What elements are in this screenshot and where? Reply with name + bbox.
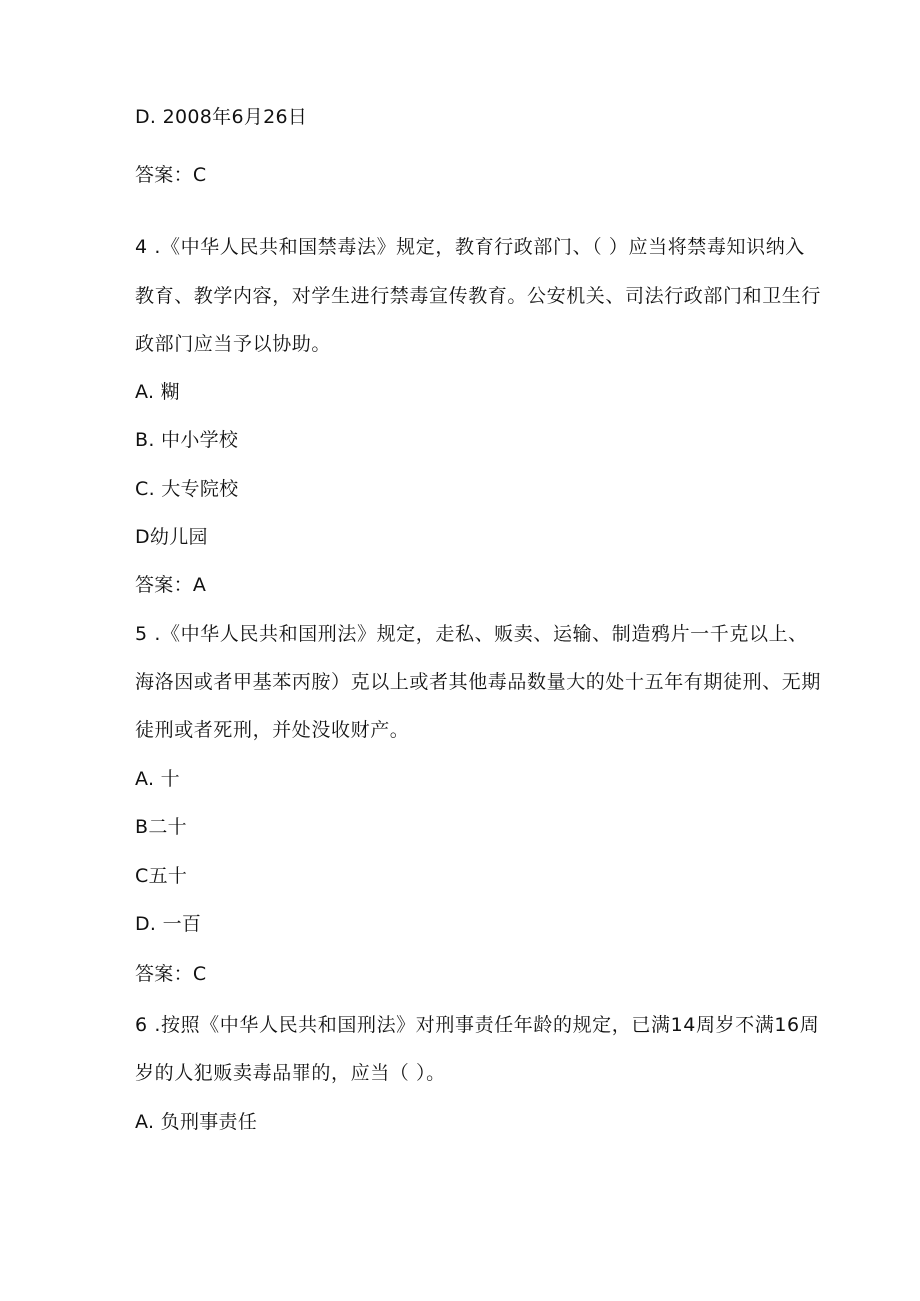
- option-b-q5: B二十: [135, 816, 187, 838]
- option-c-q4: C. 大专院校: [135, 478, 239, 500]
- question-4-line-3: 政部门应当予以协助。: [135, 333, 332, 355]
- question-4-line-1: 4 .《中华人民共和国禁毒法》规定，教育行政部门、（ ）应当将禁毒知识纳入: [135, 236, 805, 258]
- question-6-line-2: 岁的人犯贩卖毒品罪的，应当（ ）。: [135, 1062, 446, 1084]
- option-b-q4: B. 中小学校: [135, 429, 239, 451]
- question-4-line-2: 教育、教学内容，对学生进行禁毒宣传教育。公安机关、司法行政部门和卫生行: [135, 285, 822, 307]
- option-c-q5: C五十: [135, 865, 188, 887]
- answer-q5: 答案：C: [135, 963, 207, 985]
- question-5-line-2: 海洛因或者甲基苯丙胺）克以上或者其他毒品数量大的处十五年有期徒刑、无期: [135, 671, 822, 693]
- question-5-line-1: 5 .《中华人民共和国刑法》规定，走私、贩卖、运输、制造鸦片一千克以上、: [135, 623, 808, 645]
- answer-q3: 答案：C: [135, 164, 207, 186]
- option-d-q3: D. 2008年6月26日: [135, 106, 308, 128]
- option-a-q5: A. 十: [135, 768, 180, 790]
- question-6-line-1: 6 .按照《中华人民共和国刑法》对刑事责任年龄的规定，已满14周岁不满16周: [135, 1014, 820, 1036]
- option-a-q4: A. 糊: [135, 381, 180, 403]
- option-d-q4: D幼儿园: [135, 526, 208, 548]
- option-a-q6: A. 负刑事责任: [135, 1111, 258, 1133]
- answer-q4: 答案：A: [135, 574, 207, 596]
- question-5-line-3: 徒刑或者死刑，并处没收财产。: [135, 719, 410, 741]
- option-d-q5: D. 一百: [135, 913, 202, 935]
